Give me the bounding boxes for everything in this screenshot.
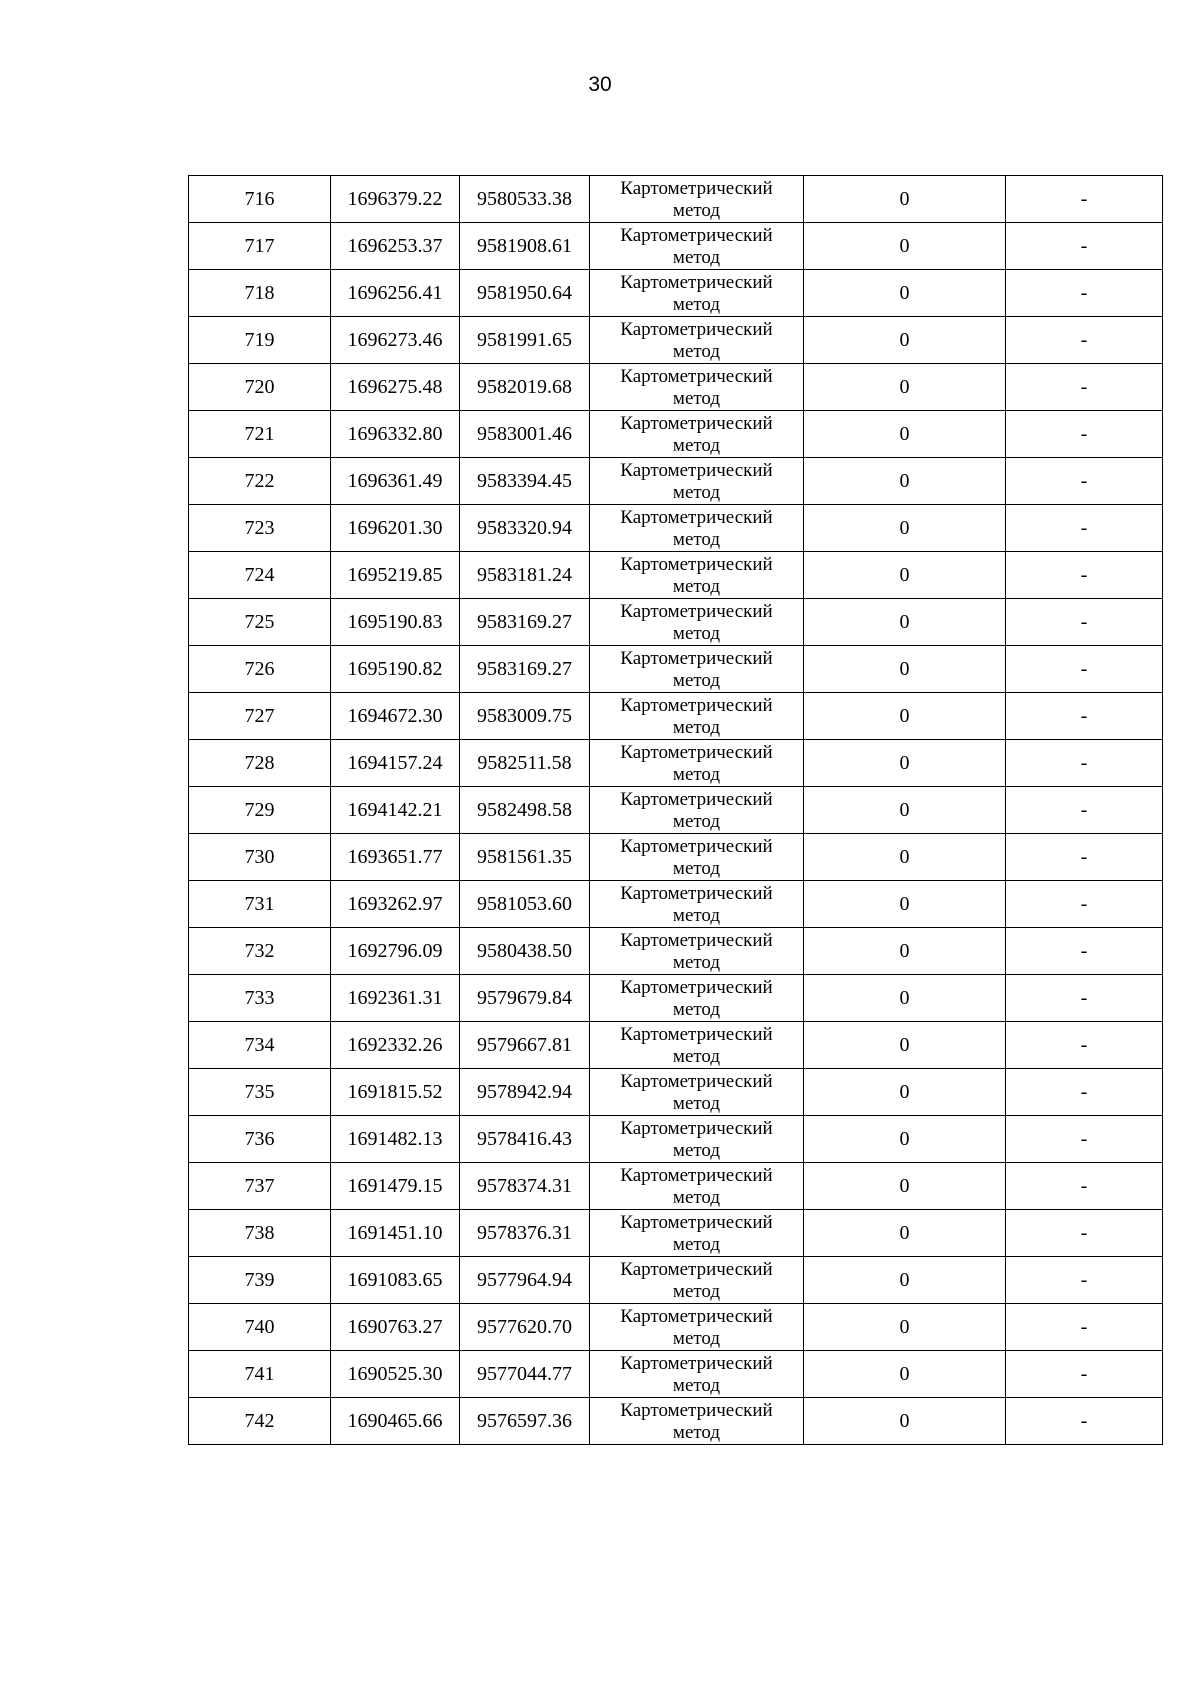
method-cell [590, 1304, 804, 1351]
x-coordinate-cell: 1690525.30 [331, 1351, 460, 1398]
note-cell: - [1006, 1257, 1163, 1304]
method-line-2: метод [672, 998, 721, 1020]
table-row [189, 1304, 1163, 1351]
point-number-cell: 742 [189, 1398, 331, 1445]
table-row [189, 787, 1163, 834]
method-cell [590, 1398, 804, 1445]
method-cell [590, 411, 804, 458]
method-line-2: метод [672, 1421, 721, 1443]
point-number-cell: 738 [189, 1210, 331, 1257]
y-coordinate-cell: 9578942.94 [460, 1069, 590, 1116]
note-cell: - [1006, 693, 1163, 740]
accuracy-cell: 0 [804, 599, 1006, 646]
table-row [189, 270, 1163, 317]
x-coordinate-cell: 1690465.66 [331, 1398, 460, 1445]
method-line-1: Картометрический [620, 1023, 773, 1045]
y-coordinate-cell: 9581991.65 [460, 317, 590, 364]
accuracy-cell: 0 [804, 364, 1006, 411]
y-coordinate-cell: 9578374.31 [460, 1163, 590, 1210]
note-cell: - [1006, 1304, 1163, 1351]
note-cell: - [1006, 834, 1163, 881]
y-coordinate-cell: 9580533.38 [460, 176, 590, 223]
point-number-cell: 736 [189, 1116, 331, 1163]
y-coordinate-cell: 9582498.58 [460, 787, 590, 834]
method-cell [590, 1257, 804, 1304]
method-cell [590, 740, 804, 787]
note-cell: - [1006, 270, 1163, 317]
table-row [189, 834, 1163, 881]
y-coordinate-cell: 9583169.27 [460, 599, 590, 646]
method-cell [590, 693, 804, 740]
y-coordinate-cell: 9581950.64 [460, 270, 590, 317]
table-row [189, 1398, 1163, 1445]
method-cell [590, 223, 804, 270]
method-line-1: Картометрический [620, 882, 773, 904]
x-coordinate-cell: 1696361.49 [331, 458, 460, 505]
note-cell: - [1006, 223, 1163, 270]
note-cell: - [1006, 1022, 1163, 1069]
point-number-cell: 725 [189, 599, 331, 646]
method-line-2: метод [672, 199, 721, 221]
accuracy-cell: 0 [804, 740, 1006, 787]
table-row [189, 505, 1163, 552]
y-coordinate-cell: 9582511.58 [460, 740, 590, 787]
accuracy-cell: 0 [804, 458, 1006, 505]
accuracy-cell: 0 [804, 1163, 1006, 1210]
note-cell: - [1006, 881, 1163, 928]
method-line-1: Картометрический [620, 177, 773, 199]
method-line-1: Картометрический [620, 271, 773, 293]
note-cell: - [1006, 458, 1163, 505]
y-coordinate-cell: 9581561.35 [460, 834, 590, 881]
table-row [189, 1022, 1163, 1069]
point-number-cell: 716 [189, 176, 331, 223]
method-line-2: метод [672, 434, 721, 456]
point-number-cell: 728 [189, 740, 331, 787]
x-coordinate-cell: 1691451.10 [331, 1210, 460, 1257]
y-coordinate-cell: 9578416.43 [460, 1116, 590, 1163]
accuracy-cell: 0 [804, 1210, 1006, 1257]
y-coordinate-cell: 9579667.81 [460, 1022, 590, 1069]
accuracy-cell: 0 [804, 1351, 1006, 1398]
method-cell [590, 1022, 804, 1069]
point-number-cell: 732 [189, 928, 331, 975]
note-cell: - [1006, 1398, 1163, 1445]
method-line-2: метод [672, 716, 721, 738]
point-number-cell: 737 [189, 1163, 331, 1210]
method-line-2: метод [672, 763, 721, 785]
x-coordinate-cell: 1693651.77 [331, 834, 460, 881]
method-cell [590, 975, 804, 1022]
note-cell: - [1006, 505, 1163, 552]
table-row [189, 364, 1163, 411]
x-coordinate-cell: 1695219.85 [331, 552, 460, 599]
method-line-2: метод [672, 1139, 721, 1161]
accuracy-cell: 0 [804, 505, 1006, 552]
accuracy-cell: 0 [804, 1069, 1006, 1116]
method-line-2: метод [672, 1092, 721, 1114]
point-number-cell: 730 [189, 834, 331, 881]
method-line-1: Картометрический [620, 553, 773, 575]
point-number-cell: 719 [189, 317, 331, 364]
point-number-cell: 724 [189, 552, 331, 599]
method-line-2: метод [672, 246, 721, 268]
method-line-1: Картометрический [620, 1305, 773, 1327]
accuracy-cell: 0 [804, 176, 1006, 223]
note-cell: - [1006, 1163, 1163, 1210]
x-coordinate-cell: 1696253.37 [331, 223, 460, 270]
y-coordinate-cell: 9577620.70 [460, 1304, 590, 1351]
table-row [189, 1069, 1163, 1116]
point-number-cell: 731 [189, 881, 331, 928]
note-cell: - [1006, 1069, 1163, 1116]
note-cell: - [1006, 740, 1163, 787]
point-number-cell: 726 [189, 646, 331, 693]
note-cell: - [1006, 552, 1163, 599]
method-cell [590, 317, 804, 364]
method-cell [590, 552, 804, 599]
x-coordinate-cell: 1696379.22 [331, 176, 460, 223]
y-coordinate-cell: 9576597.36 [460, 1398, 590, 1445]
note-cell: - [1006, 1116, 1163, 1163]
method-line-1: Картометрический [620, 835, 773, 857]
accuracy-cell: 0 [804, 223, 1006, 270]
method-line-1: Картометрический [620, 741, 773, 763]
method-line-2: метод [672, 1233, 721, 1255]
accuracy-cell: 0 [804, 646, 1006, 693]
accuracy-cell: 0 [804, 1398, 1006, 1445]
x-coordinate-cell: 1696256.41 [331, 270, 460, 317]
table-row [189, 928, 1163, 975]
method-line-2: метод [672, 669, 721, 691]
x-coordinate-cell: 1694157.24 [331, 740, 460, 787]
accuracy-cell: 0 [804, 411, 1006, 458]
point-number-cell: 718 [189, 270, 331, 317]
method-cell [590, 928, 804, 975]
x-coordinate-cell: 1695190.82 [331, 646, 460, 693]
table-row [189, 693, 1163, 740]
method-cell [590, 1069, 804, 1116]
x-coordinate-cell: 1694142.21 [331, 787, 460, 834]
x-coordinate-cell: 1692332.26 [331, 1022, 460, 1069]
method-cell [590, 458, 804, 505]
note-cell: - [1006, 1351, 1163, 1398]
method-line-1: Картометрический [620, 1164, 773, 1186]
table-row [189, 1210, 1163, 1257]
method-line-2: метод [672, 857, 721, 879]
method-cell [590, 364, 804, 411]
method-cell [590, 1351, 804, 1398]
table-row [189, 1257, 1163, 1304]
note-cell: - [1006, 975, 1163, 1022]
point-number-cell: 740 [189, 1304, 331, 1351]
x-coordinate-cell: 1696201.30 [331, 505, 460, 552]
point-number-cell: 741 [189, 1351, 331, 1398]
table-row [189, 975, 1163, 1022]
method-line-2: метод [672, 810, 721, 832]
coordinates-table-body [189, 176, 1163, 1445]
method-line-1: Картометрический [620, 412, 773, 434]
x-coordinate-cell: 1692796.09 [331, 928, 460, 975]
note-cell: - [1006, 411, 1163, 458]
table-row [189, 411, 1163, 458]
point-number-cell: 727 [189, 693, 331, 740]
accuracy-cell: 0 [804, 834, 1006, 881]
note-cell: - [1006, 364, 1163, 411]
y-coordinate-cell: 9578376.31 [460, 1210, 590, 1257]
method-line-2: метод [672, 1186, 721, 1208]
method-line-2: метод [672, 904, 721, 926]
accuracy-cell: 0 [804, 975, 1006, 1022]
method-line-2: метод [672, 951, 721, 973]
x-coordinate-cell: 1691479.15 [331, 1163, 460, 1210]
note-cell: - [1006, 317, 1163, 364]
method-cell [590, 881, 804, 928]
method-cell [590, 834, 804, 881]
x-coordinate-cell: 1691083.65 [331, 1257, 460, 1304]
method-cell [590, 646, 804, 693]
note-cell: - [1006, 787, 1163, 834]
method-line-2: метод [672, 481, 721, 503]
accuracy-cell: 0 [804, 317, 1006, 364]
method-cell [590, 1163, 804, 1210]
method-line-1: Картометрический [620, 929, 773, 951]
method-line-1: Картометрический [620, 224, 773, 246]
table-row [189, 1351, 1163, 1398]
note-cell: - [1006, 176, 1163, 223]
x-coordinate-cell: 1694672.30 [331, 693, 460, 740]
point-number-cell: 720 [189, 364, 331, 411]
table-row [189, 223, 1163, 270]
x-coordinate-cell: 1693262.97 [331, 881, 460, 928]
method-line-1: Картометрический [620, 694, 773, 716]
point-number-cell: 735 [189, 1069, 331, 1116]
method-line-1: Картометрический [620, 459, 773, 481]
method-line-2: метод [672, 1045, 721, 1067]
accuracy-cell: 0 [804, 693, 1006, 740]
method-line-2: метод [672, 340, 721, 362]
accuracy-cell: 0 [804, 270, 1006, 317]
x-coordinate-cell: 1695190.83 [331, 599, 460, 646]
point-number-cell: 739 [189, 1257, 331, 1304]
accuracy-cell: 0 [804, 1304, 1006, 1351]
method-cell [590, 270, 804, 317]
method-line-2: метод [672, 1327, 721, 1349]
x-coordinate-cell: 1696275.48 [331, 364, 460, 411]
point-number-cell: 729 [189, 787, 331, 834]
method-line-2: метод [672, 1374, 721, 1396]
table-row [189, 881, 1163, 928]
point-number-cell: 721 [189, 411, 331, 458]
x-coordinate-cell: 1696332.80 [331, 411, 460, 458]
accuracy-cell: 0 [804, 928, 1006, 975]
page-number: 30 [588, 73, 612, 96]
y-coordinate-cell: 9577964.94 [460, 1257, 590, 1304]
y-coordinate-cell: 9583394.45 [460, 458, 590, 505]
y-coordinate-cell: 9582019.68 [460, 364, 590, 411]
method-cell [590, 1210, 804, 1257]
method-line-2: метод [672, 575, 721, 597]
method-line-1: Картометрический [620, 1117, 773, 1139]
table-row [189, 176, 1163, 223]
accuracy-cell: 0 [804, 1257, 1006, 1304]
note-cell: - [1006, 928, 1163, 975]
y-coordinate-cell: 9577044.77 [460, 1351, 590, 1398]
y-coordinate-cell: 9583169.27 [460, 646, 590, 693]
method-line-1: Картометрический [620, 1399, 773, 1421]
table-row [189, 740, 1163, 787]
y-coordinate-cell: 9581053.60 [460, 881, 590, 928]
point-number-cell: 722 [189, 458, 331, 505]
method-line-2: метод [672, 293, 721, 315]
method-line-1: Картометрический [620, 600, 773, 622]
method-cell [590, 1116, 804, 1163]
method-cell [590, 505, 804, 552]
method-line-1: Картометрический [620, 788, 773, 810]
x-coordinate-cell: 1692361.31 [331, 975, 460, 1022]
y-coordinate-cell: 9581908.61 [460, 223, 590, 270]
table-row [189, 1163, 1163, 1210]
method-cell [590, 176, 804, 223]
accuracy-cell: 0 [804, 881, 1006, 928]
table-row [189, 599, 1163, 646]
y-coordinate-cell: 9583001.46 [460, 411, 590, 458]
method-line-1: Картометрический [620, 318, 773, 340]
accuracy-cell: 0 [804, 1022, 1006, 1069]
method-line-2: метод [672, 528, 721, 550]
x-coordinate-cell: 1691482.13 [331, 1116, 460, 1163]
table-row [189, 646, 1163, 693]
y-coordinate-cell: 9579679.84 [460, 975, 590, 1022]
point-number-cell: 733 [189, 975, 331, 1022]
method-line-1: Картометрический [620, 365, 773, 387]
x-coordinate-cell: 1691815.52 [331, 1069, 460, 1116]
accuracy-cell: 0 [804, 552, 1006, 599]
method-line-1: Картометрический [620, 1211, 773, 1233]
y-coordinate-cell: 9583181.24 [460, 552, 590, 599]
accuracy-cell: 0 [804, 787, 1006, 834]
table-row [189, 1116, 1163, 1163]
table-row [189, 458, 1163, 505]
y-coordinate-cell: 9580438.50 [460, 928, 590, 975]
x-coordinate-cell: 1690763.27 [331, 1304, 460, 1351]
y-coordinate-cell: 9583320.94 [460, 505, 590, 552]
x-coordinate-cell: 1696273.46 [331, 317, 460, 364]
method-cell [590, 599, 804, 646]
method-line-2: метод [672, 387, 721, 409]
note-cell: - [1006, 646, 1163, 693]
method-line-1: Картометрический [620, 647, 773, 669]
coordinates-table [188, 175, 1163, 1445]
method-cell [590, 787, 804, 834]
y-coordinate-cell: 9583009.75 [460, 693, 590, 740]
method-line-2: метод [672, 622, 721, 644]
table-row [189, 552, 1163, 599]
point-number-cell: 734 [189, 1022, 331, 1069]
method-line-1: Картометрический [620, 506, 773, 528]
method-line-1: Картометрический [620, 1352, 773, 1374]
accuracy-cell: 0 [804, 1116, 1006, 1163]
table-row [189, 317, 1163, 364]
method-line-1: Картометрический [620, 1258, 773, 1280]
method-line-2: метод [672, 1280, 721, 1302]
note-cell: - [1006, 1210, 1163, 1257]
note-cell: - [1006, 599, 1163, 646]
method-line-1: Картометрический [620, 976, 773, 998]
point-number-cell: 717 [189, 223, 331, 270]
point-number-cell: 723 [189, 505, 331, 552]
method-line-1: Картометрический [620, 1070, 773, 1092]
